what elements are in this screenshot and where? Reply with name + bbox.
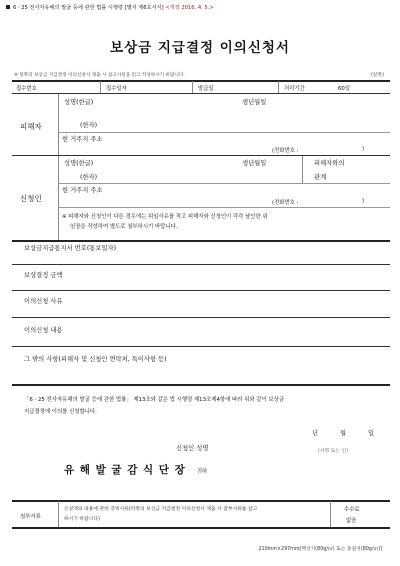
receipt-row-border <box>12 93 390 94</box>
applicant-section-border <box>12 240 390 242</box>
divider <box>58 156 59 240</box>
processing-period-value: 60일 <box>338 86 351 92</box>
revision-date: <개정 2016. 4. 5.> <box>165 5 214 11</box>
fee-label: 수수료 <box>344 507 360 513</box>
attachments-label: 첨부서류 <box>20 514 41 520</box>
addressee <box>64 458 207 477</box>
form-header <box>6 4 214 11</box>
addressee-suffix: 귀하 <box>196 469 208 475</box>
field-border <box>12 346 390 347</box>
applicant-name-label: 성명(한글) <box>64 160 94 167</box>
victim-phone-label: (전화번호 : <box>272 148 299 154</box>
applicant-hanja-label: (한자) <box>80 174 98 181</box>
objection-reason-label: 이의신청 사유 <box>24 298 63 305</box>
decision-amount-label: 보상결정 금액 <box>24 272 63 279</box>
applicant-row-border <box>59 183 390 184</box>
divider <box>58 94 59 155</box>
applicant-note-line-2: 임장을 작성하여 별도로 첨부하시기 바랍니다. <box>70 224 178 230</box>
objection-content-label: 이의신청 내용 <box>24 327 63 334</box>
form-title: 보상금 지급결정 이의신청서 <box>110 40 290 56</box>
victim-section-border <box>12 155 390 156</box>
page-indicator: (앞쪽) <box>370 73 384 78</box>
applicant-relation-label: 피해자와의 <box>314 160 345 167</box>
divider <box>100 81 101 93</box>
applicant-note-border <box>59 207 390 208</box>
divider <box>192 81 193 93</box>
victim-section-label: 피해자 <box>20 122 42 131</box>
victim-row-border <box>59 132 390 133</box>
applicant-phone-close: ) <box>362 198 365 204</box>
other-matters-label: 그 밖의 사항(피해자 및 신청인 연락처, 특이사항 등) <box>24 356 167 363</box>
divider <box>278 81 279 93</box>
paper-spec-footer: 210mm×297mm[백상지(80g/㎡) 또는 중질지(80g/㎡)] <box>258 547 382 552</box>
field-border <box>12 264 390 265</box>
victim-hanja-label: (한자) <box>80 122 98 129</box>
issue-date-label: 발급일 <box>198 86 214 92</box>
addressee-name: 유 해 발 굴 감 식 단 장 <box>64 464 186 476</box>
table-top-border <box>12 80 390 82</box>
applicant-address-label: 현 거주지 주소 <box>62 187 103 194</box>
date-day-label: 일 <box>368 430 375 437</box>
square-bullet-icon <box>6 5 10 9</box>
victim-name-label: 성명(한글) <box>64 99 94 106</box>
divider <box>302 156 303 183</box>
applicant-note-line-1: ※ 피해자와 신청인이 다른 경우에는 위임사유를 적고 피해자와 신청인이 각각 날인한 위 <box>62 214 268 220</box>
applicant-section-label: 신청인 <box>20 194 42 203</box>
fee-value: 없음 <box>346 518 357 524</box>
instruction-notice: ※ 뒷쪽의 보상금 지급결정 이의신청서 제출 시 참고사항을 읽고 작성하시기 바랍니다. <box>14 73 185 78</box>
victim-birth-label: 생년월일 <box>242 99 267 106</box>
divider <box>330 501 331 527</box>
signature-hint: (서명 또는 인) <box>318 449 348 454</box>
divider <box>58 501 59 527</box>
victim-phone-close: ) <box>362 146 365 152</box>
statement-line-2: 지급결정에 이의를 신청합니다. <box>24 409 97 415</box>
fields-bottom-border <box>12 384 390 386</box>
statement-line-1: 「6 · 25 전사자유해의 발굴 등에 관한 법률」 제13조와 같은 법 시행령 제13조제4항에 따라 위와 같이 보상금 <box>24 397 285 403</box>
receipt-date-label: 접수일자 <box>106 86 127 92</box>
applicant-relation-label-2: 관계 <box>314 174 327 181</box>
attachments-line-2: 하시기 바랍니다) <box>64 517 100 522</box>
field-border <box>12 290 390 291</box>
victim-address-label: 현 거주지 주소 <box>62 136 103 143</box>
date-year-label: 년 <box>312 430 319 437</box>
attachments-top-border <box>12 500 390 502</box>
receipt-no-label: 접수번호 <box>16 86 37 92</box>
attachments-line-1: 손실액의 내용에 관한 증빙서류(뒤쪽의 보상금 지급결정 이의신청서 제출 시 참부서류를 참고 <box>64 507 258 512</box>
notice-number-label: 보상금지급통지서 번호(통보일자) <box>24 245 117 252</box>
attachments-bottom-border <box>12 527 390 529</box>
applicant-phone-label: (전화번호 : <box>272 200 299 206</box>
date-month-label: 월 <box>340 430 347 437</box>
applicant-signature-label: 신청인 성명 <box>176 445 209 452</box>
applicant-birth-label: 생년월일 <box>242 160 267 167</box>
field-border <box>12 317 390 318</box>
processing-period-label: 처리기간 <box>284 86 305 92</box>
law-reference: 6 · 25 전사자유해의 발굴 등에 관한 법률 시행령 [별지 제6호서식] <box>13 5 164 11</box>
